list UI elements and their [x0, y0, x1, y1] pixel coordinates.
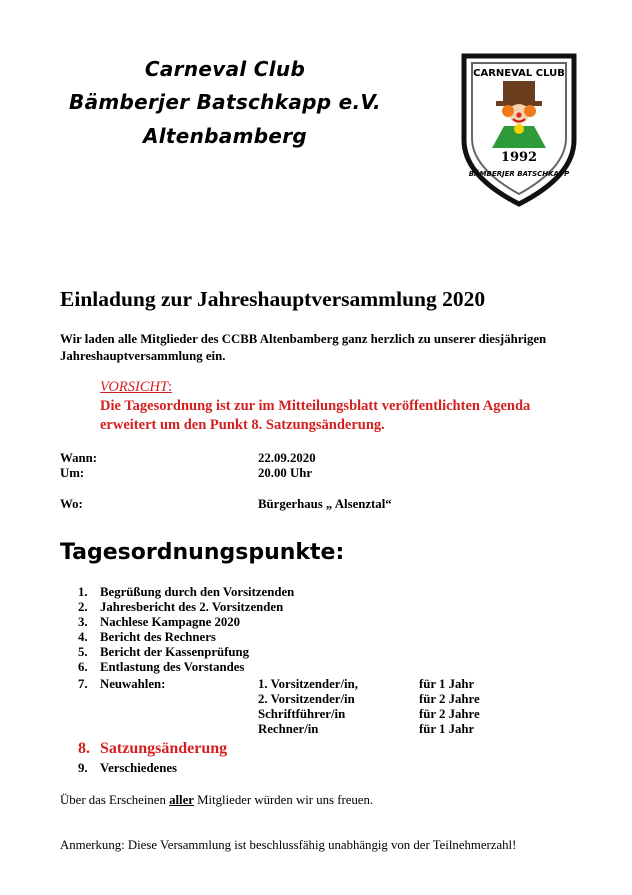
closing-after: Mitglieder würden wir uns freuen.	[193, 793, 374, 807]
when-label: Wann:	[60, 451, 97, 465]
time-label: Um:	[60, 466, 85, 480]
agenda-item-number: 4.	[78, 630, 88, 644]
agenda-item-number: 1.	[78, 585, 88, 599]
footnote: Anmerkung: Diese Versammlung ist beschlussfähig unabhängig von der Teilnehmerzahl!	[60, 838, 517, 852]
agenda-item-number: 9.	[78, 761, 88, 775]
club-logo	[458, 48, 580, 208]
agenda-item-text: Jahresbericht des 2. Vorsitzenden	[100, 600, 284, 614]
when-value: 22.09.2020	[258, 451, 316, 465]
agenda-item-text: Satzungsänderung	[100, 740, 228, 757]
election-term: für 1 Jahr	[419, 677, 475, 691]
agenda-item-text: Verschiedenes	[100, 761, 178, 775]
agenda-item-text: Nachlese Kampagne 2020	[100, 615, 241, 629]
closing-emphasis: aller	[169, 793, 194, 807]
election-term: für 2 Jahre	[419, 692, 480, 706]
agenda-item-text: Bericht der Kassenprüfung	[100, 645, 250, 659]
logo-bottom-text: BÄMBERJER BATSCHKAPP	[468, 170, 570, 178]
election-term: für 2 Jahre	[419, 707, 480, 721]
agenda-item-text: Entlastung des Vorstandes	[100, 660, 245, 674]
warning-colon: :	[168, 379, 173, 395]
agenda-item-number: 8.	[78, 740, 90, 757]
intro-text: Wir laden alle Mitglieder des CCBB Altenbamberg ganz herzlich zu unserer diesjährigen Jahreshauptversammlung ein.	[60, 332, 547, 363]
club-name-line-1: Carneval Club	[144, 57, 306, 81]
agenda-item-number: 3.	[78, 615, 88, 629]
closing-before: Über das Erscheinen	[60, 793, 170, 807]
election-term: für 1 Jahr	[419, 722, 475, 736]
agenda-item-text: Begrüßung durch den Vorsitzenden	[100, 585, 295, 599]
warning-label-row	[100, 379, 172, 396]
election-role: Rechner/in	[258, 722, 319, 736]
club-name-line-3: Altenbamberg	[142, 124, 307, 148]
agenda-item-number: 6.	[78, 660, 88, 674]
agenda-item-text: Bericht des Rechners	[100, 630, 216, 644]
warning-label: VORSICHT	[100, 379, 169, 395]
warning-text: Die Tagesordnung ist zur im Mitteilungsblatt veröffentlichten Agenda erweitert um den Punkt 8. Satzungsänderung.	[100, 398, 531, 433]
election-role: Schriftführer/in	[258, 707, 346, 721]
where-label: Wo:	[60, 497, 83, 511]
closing-text	[60, 793, 373, 808]
agenda-item-number: 7.	[78, 677, 88, 691]
where-value: Bürgerhaus „ Alsenztal“	[258, 497, 392, 511]
agenda-item-text: Neuwahlen:	[100, 677, 166, 691]
agenda-title: Tagesordnungspunkte:	[60, 540, 345, 565]
logo-top-text: CARNEVAL CLUB	[473, 68, 565, 79]
page-title: Einladung zur Jahreshauptversammlung 2020	[60, 287, 486, 311]
agenda-item-number: 5.	[78, 645, 88, 659]
election-role: 1. Vorsitzender/in,	[258, 677, 358, 691]
election-role: 2. Vorsitzender/in	[258, 692, 355, 706]
agenda-item-number: 2.	[78, 600, 88, 614]
club-name-line-2: Bämberjer Batschkapp e.V.	[69, 90, 381, 114]
logo-year: 1992	[500, 150, 538, 165]
time-value: 20.00 Uhr	[258, 466, 313, 480]
